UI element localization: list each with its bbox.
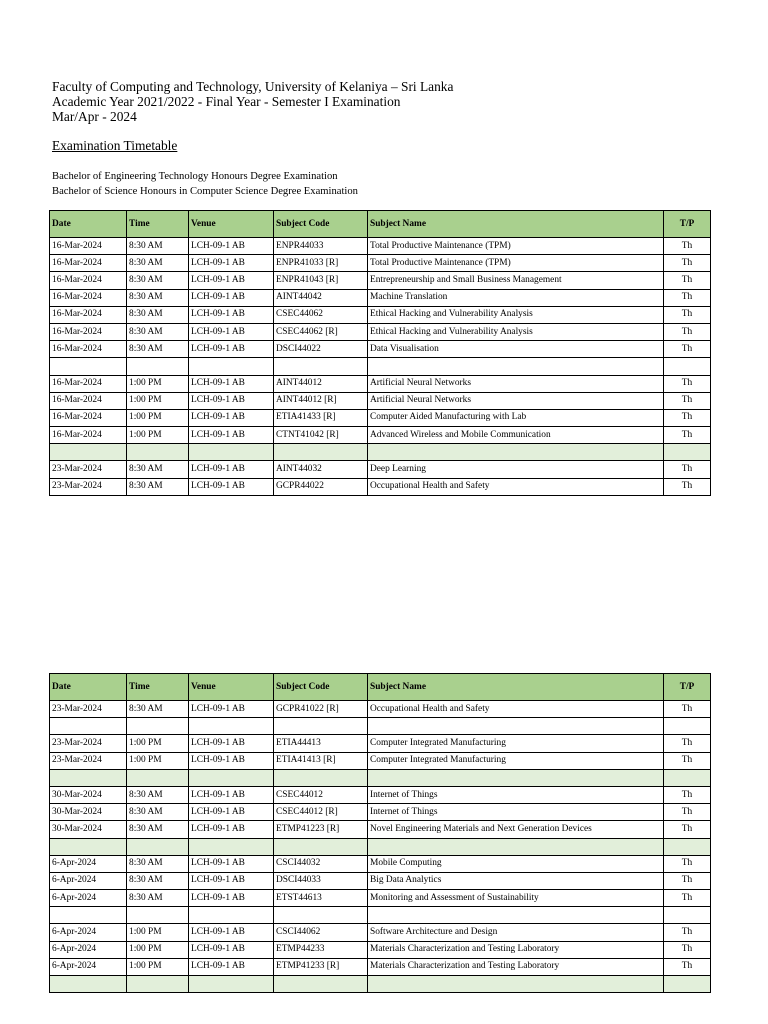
timetable-table-1 [49, 210, 711, 496]
date-cell: 16-Mar-2024 [50, 306, 127, 323]
table-row [50, 855, 711, 872]
tp-cell: Th [664, 735, 711, 752]
venue-cell: LCH-09-1 AB [189, 461, 274, 478]
subject-name-cell: Deep Learning [368, 461, 664, 478]
venue-cell: LCH-09-1 AB [189, 272, 274, 289]
subject-code-cell: GCPR44022 [274, 478, 368, 495]
venue-cell: LCH-09-1 AB [189, 941, 274, 958]
time-cell: 1:00 PM [127, 958, 189, 975]
subject-name-cell: Novel Engineering Materials and Next Generation Devices [368, 821, 664, 838]
separator-row [50, 907, 711, 924]
subject-code-cell: AINT44042 [274, 289, 368, 306]
date-cell: 16-Mar-2024 [50, 238, 127, 255]
venue-cell: LCH-09-1 AB [189, 804, 274, 821]
timetable-title: Examination Timetable [52, 138, 178, 153]
venue-cell: LCH-09-1 AB [189, 255, 274, 272]
time-cell: 1:00 PM [127, 375, 189, 392]
time-cell: 8:30 AM [127, 238, 189, 255]
separator-cell [664, 838, 711, 855]
tp-cell: Th [664, 341, 711, 358]
column-header-tp: T/P [664, 211, 711, 238]
time-cell: 8:30 AM [127, 306, 189, 323]
tp-cell: Th [664, 238, 711, 255]
tp-cell: Th [664, 958, 711, 975]
time-cell: 1:00 PM [127, 752, 189, 769]
time-cell: 8:30 AM [127, 890, 189, 907]
time-cell: 1:00 PM [127, 409, 189, 426]
venue-cell: LCH-09-1 AB [189, 701, 274, 718]
separator-cell [274, 976, 368, 993]
table-row [50, 701, 711, 718]
separator-cell [50, 769, 127, 786]
date-cell: 16-Mar-2024 [50, 427, 127, 444]
column-header-subject-name: Subject Name [368, 211, 664, 238]
tp-cell: Th [664, 289, 711, 306]
tp-cell: Th [664, 872, 711, 889]
separator-cell [664, 444, 711, 461]
date-cell: 23-Mar-2024 [50, 461, 127, 478]
tp-cell: Th [664, 461, 711, 478]
date-cell: 6-Apr-2024 [50, 872, 127, 889]
separator-cell [664, 769, 711, 786]
venue-cell: LCH-09-1 AB [189, 890, 274, 907]
subject-code-cell: ETIA44413 [274, 735, 368, 752]
venue-cell: LCH-09-1 AB [189, 786, 274, 803]
tp-cell: Th [664, 478, 711, 495]
tp-cell: Th [664, 375, 711, 392]
tp-cell: Th [664, 804, 711, 821]
tp-cell: Th [664, 272, 711, 289]
separator-cell [664, 718, 711, 735]
table-row [50, 392, 711, 409]
date-cell: 30-Mar-2024 [50, 804, 127, 821]
table-row [50, 958, 711, 975]
date-cell: 16-Mar-2024 [50, 289, 127, 306]
subject-code-cell: AINT44032 [274, 461, 368, 478]
separator-cell [127, 718, 189, 735]
table-row [50, 255, 711, 272]
date-cell: 16-Mar-2024 [50, 272, 127, 289]
subject-code-cell: ENPR41033 [R] [274, 255, 368, 272]
faculty-line: Faculty of Computing and Technology, University of Kelaniya – Sri Lanka [52, 79, 454, 94]
separator-cell [50, 907, 127, 924]
venue-cell: LCH-09-1 AB [189, 238, 274, 255]
separator-cell [664, 358, 711, 375]
separator-cell [189, 838, 274, 855]
separator-cell [189, 769, 274, 786]
table-row [50, 735, 711, 752]
time-cell: 8:30 AM [127, 272, 189, 289]
separator-row [50, 838, 711, 855]
date-cell: 6-Apr-2024 [50, 924, 127, 941]
date-cell: 16-Mar-2024 [50, 255, 127, 272]
separator-cell [274, 718, 368, 735]
tp-cell: Th [664, 941, 711, 958]
separator-cell [127, 358, 189, 375]
separator-cell [189, 358, 274, 375]
date-cell: 16-Mar-2024 [50, 341, 127, 358]
column-header-time: Time [127, 211, 189, 238]
venue-cell: LCH-09-1 AB [189, 341, 274, 358]
column-header-tp: T/P [664, 674, 711, 701]
separator-cell [368, 769, 664, 786]
time-cell: 1:00 PM [127, 941, 189, 958]
table-row [50, 323, 711, 340]
tp-cell: Th [664, 821, 711, 838]
tp-cell: Th [664, 701, 711, 718]
time-cell: 8:30 AM [127, 821, 189, 838]
time-cell: 8:30 AM [127, 478, 189, 495]
academic-year-line: Academic Year 2021/2022 - Final Year - Semester I Examination [52, 94, 401, 109]
document-header [52, 79, 453, 124]
subject-code-cell: DSCI44033 [274, 872, 368, 889]
subject-name-cell: Artificial Neural Networks [368, 392, 664, 409]
date-cell: 6-Apr-2024 [50, 890, 127, 907]
separator-cell [274, 444, 368, 461]
table-row [50, 272, 711, 289]
separator-cell [189, 718, 274, 735]
venue-cell: LCH-09-1 AB [189, 752, 274, 769]
venue-cell: LCH-09-1 AB [189, 855, 274, 872]
venue-cell: LCH-09-1 AB [189, 872, 274, 889]
column-header-subject-code: Subject Code [274, 674, 368, 701]
table-row [50, 238, 711, 255]
table-row [50, 306, 711, 323]
venue-cell: LCH-09-1 AB [189, 924, 274, 941]
subject-name-cell: Internet of Things [368, 804, 664, 821]
tp-cell: Th [664, 323, 711, 340]
separator-cell [50, 976, 127, 993]
date-cell: 30-Mar-2024 [50, 786, 127, 803]
subject-code-cell: CSCI44032 [274, 855, 368, 872]
table-row [50, 872, 711, 889]
subject-code-cell: CSCI44062 [274, 924, 368, 941]
time-cell: 1:00 PM [127, 735, 189, 752]
separator-cell [368, 838, 664, 855]
separator-row [50, 718, 711, 735]
date-cell: 23-Mar-2024 [50, 752, 127, 769]
table-row [50, 375, 711, 392]
separator-cell [274, 358, 368, 375]
separator-row [50, 358, 711, 375]
subject-name-cell: Computer Aided Manufacturing with Lab [368, 409, 664, 426]
time-cell: 8:30 AM [127, 461, 189, 478]
separator-cell [274, 769, 368, 786]
separator-cell [50, 444, 127, 461]
separator-cell [368, 907, 664, 924]
separator-cell [368, 976, 664, 993]
subject-code-cell: CSEC44012 [274, 786, 368, 803]
separator-cell [368, 444, 664, 461]
tp-cell: Th [664, 752, 711, 769]
venue-cell: LCH-09-1 AB [189, 306, 274, 323]
subject-code-cell: DSCI44022 [274, 341, 368, 358]
subject-code-cell: ETIA41433 [R] [274, 409, 368, 426]
subject-name-cell: Artificial Neural Networks [368, 375, 664, 392]
degree-list [52, 169, 358, 199]
time-cell: 1:00 PM [127, 427, 189, 444]
tp-cell: Th [664, 427, 711, 444]
subject-code-cell: CSEC44062 [R] [274, 323, 368, 340]
separator-cell [127, 838, 189, 855]
subject-code-cell: ETST44613 [274, 890, 368, 907]
tp-cell: Th [664, 255, 711, 272]
separator-cell [127, 976, 189, 993]
date-cell: 30-Mar-2024 [50, 821, 127, 838]
table-row [50, 289, 711, 306]
date-cell: 6-Apr-2024 [50, 855, 127, 872]
subject-name-cell: Entrepreneurship and Small Business Management [368, 272, 664, 289]
time-cell: 8:30 AM [127, 341, 189, 358]
venue-cell: LCH-09-1 AB [189, 392, 274, 409]
separator-cell [274, 907, 368, 924]
column-header-subject-code: Subject Code [274, 211, 368, 238]
time-cell: 8:30 AM [127, 855, 189, 872]
subject-name-cell: Total Productive Maintenance (TPM) [368, 238, 664, 255]
time-cell: 1:00 PM [127, 924, 189, 941]
timetable-table-2 [49, 673, 711, 993]
subject-name-cell: Data Visualisation [368, 341, 664, 358]
subject-name-cell: Computer Integrated Manufacturing [368, 735, 664, 752]
venue-cell: LCH-09-1 AB [189, 289, 274, 306]
table-row [50, 427, 711, 444]
venue-cell: LCH-09-1 AB [189, 735, 274, 752]
subject-name-cell: Machine Translation [368, 289, 664, 306]
column-header-date: Date [50, 674, 127, 701]
subject-name-cell: Total Productive Maintenance (TPM) [368, 255, 664, 272]
venue-cell: LCH-09-1 AB [189, 375, 274, 392]
time-cell: 8:30 AM [127, 872, 189, 889]
table-row [50, 821, 711, 838]
venue-cell: LCH-09-1 AB [189, 821, 274, 838]
table-row [50, 804, 711, 821]
table-row [50, 478, 711, 495]
subject-name-cell: Occupational Health and Safety [368, 701, 664, 718]
separator-row [50, 769, 711, 786]
subject-name-cell: Internet of Things [368, 786, 664, 803]
time-cell: 8:30 AM [127, 804, 189, 821]
subject-code-cell: ENPR44033 [274, 238, 368, 255]
table-row [50, 461, 711, 478]
separator-cell [664, 907, 711, 924]
table-row [50, 941, 711, 958]
subject-code-cell: AINT44012 [R] [274, 392, 368, 409]
separator-cell [368, 358, 664, 375]
subject-code-cell: CSEC44012 [R] [274, 804, 368, 821]
separator-cell [127, 907, 189, 924]
subject-code-cell: ENPR41043 [R] [274, 272, 368, 289]
separator-cell [127, 444, 189, 461]
degree-computer-science: Bachelor of Science Honours in Computer Science Degree Examination [52, 186, 358, 197]
separator-cell [50, 838, 127, 855]
date-cell: 23-Mar-2024 [50, 701, 127, 718]
subject-code-cell: ETMP41233 [R] [274, 958, 368, 975]
separator-cell [189, 976, 274, 993]
date-cell: 6-Apr-2024 [50, 958, 127, 975]
date-cell: 6-Apr-2024 [50, 941, 127, 958]
table-header-row [50, 674, 711, 701]
venue-cell: LCH-09-1 AB [189, 958, 274, 975]
tp-cell: Th [664, 306, 711, 323]
venue-cell: LCH-09-1 AB [189, 323, 274, 340]
separator-row [50, 976, 711, 993]
column-header-time: Time [127, 674, 189, 701]
separator-cell [189, 444, 274, 461]
time-cell: 8:30 AM [127, 255, 189, 272]
subject-name-cell: Ethical Hacking and Vulnerability Analysis [368, 323, 664, 340]
table-row [50, 890, 711, 907]
subject-code-cell: ETIA41413 [R] [274, 752, 368, 769]
time-cell: 8:30 AM [127, 701, 189, 718]
date-cell: 16-Mar-2024 [50, 392, 127, 409]
tp-cell: Th [664, 786, 711, 803]
separator-cell [189, 907, 274, 924]
time-cell: 1:00 PM [127, 392, 189, 409]
subject-code-cell: CTNT41042 [R] [274, 427, 368, 444]
column-header-subject-name: Subject Name [368, 674, 664, 701]
subject-name-cell: Materials Characterization and Testing Laboratory [368, 958, 664, 975]
subject-code-cell: ETMP41223 [R] [274, 821, 368, 838]
separator-cell [127, 769, 189, 786]
tp-cell: Th [664, 409, 711, 426]
subject-code-cell: GCPR41022 [R] [274, 701, 368, 718]
tp-cell: Th [664, 890, 711, 907]
separator-cell [274, 838, 368, 855]
time-cell: 8:30 AM [127, 786, 189, 803]
degree-engineering: Bachelor of Engineering Technology Honours Degree Examination [52, 171, 338, 182]
subject-name-cell: Materials Characterization and Testing Laboratory [368, 941, 664, 958]
date-cell: 23-Mar-2024 [50, 735, 127, 752]
date-cell: 16-Mar-2024 [50, 409, 127, 426]
separator-cell [368, 718, 664, 735]
separator-cell [664, 976, 711, 993]
separator-row [50, 444, 711, 461]
table-row [50, 786, 711, 803]
subject-name-cell: Software Architecture and Design [368, 924, 664, 941]
venue-cell: LCH-09-1 AB [189, 427, 274, 444]
separator-cell [50, 718, 127, 735]
tp-cell: Th [664, 855, 711, 872]
subject-name-cell: Advanced Wireless and Mobile Communication [368, 427, 664, 444]
column-header-date: Date [50, 211, 127, 238]
subject-name-cell: Occupational Health and Safety [368, 478, 664, 495]
date-cell: 16-Mar-2024 [50, 323, 127, 340]
table-row [50, 924, 711, 941]
subject-name-cell: Mobile Computing [368, 855, 664, 872]
tp-cell: Th [664, 392, 711, 409]
date-cell: 23-Mar-2024 [50, 478, 127, 495]
date-cell: 16-Mar-2024 [50, 375, 127, 392]
table-row [50, 409, 711, 426]
tp-cell: Th [664, 924, 711, 941]
table-row [50, 752, 711, 769]
subject-name-cell: Big Data Analytics [368, 872, 664, 889]
subject-code-cell: ETMP44233 [274, 941, 368, 958]
venue-cell: LCH-09-1 AB [189, 409, 274, 426]
venue-cell: LCH-09-1 AB [189, 478, 274, 495]
time-cell: 8:30 AM [127, 289, 189, 306]
subject-name-cell: Computer Integrated Manufacturing [368, 752, 664, 769]
column-header-venue: Venue [189, 211, 274, 238]
separator-cell [50, 358, 127, 375]
table-header-row [50, 211, 711, 238]
time-cell: 8:30 AM [127, 323, 189, 340]
subject-code-cell: CSEC44062 [274, 306, 368, 323]
subject-name-cell: Ethical Hacking and Vulnerability Analysis [368, 306, 664, 323]
column-header-venue: Venue [189, 674, 274, 701]
exam-period-line: Mar/Apr - 2024 [52, 109, 137, 124]
subject-name-cell: Monitoring and Assessment of Sustainability [368, 890, 664, 907]
subject-code-cell: AINT44012 [274, 375, 368, 392]
table-row [50, 341, 711, 358]
